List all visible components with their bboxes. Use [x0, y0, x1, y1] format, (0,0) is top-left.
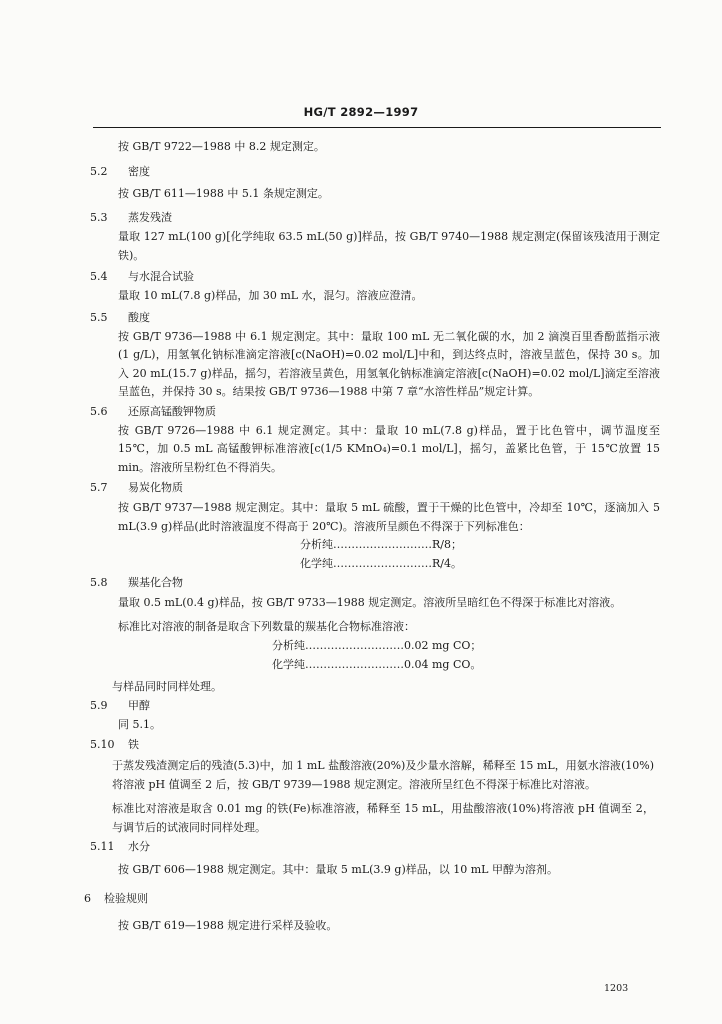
- paragraph: [90, 422, 660, 478]
- section-title: 蒸发残渣: [128, 211, 172, 224]
- section-title: 密度: [128, 164, 150, 178]
- section-title: 铁: [128, 738, 139, 751]
- section-number: 5.4: [90, 270, 108, 283]
- section-number: 5.8: [90, 576, 108, 589]
- section-title: 与水混合试验: [128, 270, 194, 283]
- header-rule: [93, 127, 661, 128]
- section-number: 5.6: [90, 404, 108, 418]
- spec-line: 分析纯………………………R/8；: [300, 538, 462, 551]
- paragraph: [84, 757, 654, 794]
- paragraph: [90, 499, 660, 536]
- spec-line: 化学纯………………………0.04 mg CO。: [272, 657, 482, 671]
- paragraph-text: 按 GB/T 9726—1988 中 6.1 规定测定。其中：量取 10 mL(7.8 g)样品，置于比色管中，调节温度至 15℃，加 0.5 mL 高锰酸钾标准溶液[c(1/5 KMnO₄)=0.1 mol/L]，摇匀，盖紧比色管，于 15℃放置 15 min。溶液所呈粉红色不得消失。: [118, 423, 660, 474]
- section-heading-5-9: [90, 698, 722, 714]
- running-header: HG/T 2892—1997: [303, 105, 419, 119]
- paragraph: 同 5.1。: [118, 717, 161, 731]
- section-title: 水分: [128, 840, 150, 853]
- section-heading-5-4: [90, 269, 722, 285]
- paragraph-text: 量取 0.5 mL(0.4 g)样品，按 GB/T 9733—1988 规定测定。溶液所呈暗红色不得深于标准比对溶液。: [118, 596, 622, 609]
- section-heading-5-11: [90, 839, 722, 855]
- spec-line: 化学纯………………………R/4。: [300, 556, 462, 570]
- section-heading-5-8: [90, 575, 722, 591]
- paragraph: [84, 800, 654, 837]
- paragraph-text: 于蒸发残渣测定后的残渣(5.3)中，加 1 mL 盐酸溶液(20%)及少量水溶解，稀释至 15 mL，用氨水溶液(10%)将溶液 pH 值调至 2 后，按 GB/T 9739—1988 规定测定。溶液所呈红色不得深于标准比对溶液。: [112, 759, 654, 791]
- section-heading-5-6: [90, 404, 722, 420]
- section-number: 5.5: [90, 310, 108, 324]
- paragraph: 按 GB/T 9722—1988 中 8.2 规定测定。: [118, 140, 325, 153]
- section-number: 5.2: [90, 164, 108, 178]
- section-heading-5-3: [90, 210, 722, 226]
- paragraph: [90, 328, 660, 402]
- section-heading-5-5: [90, 310, 722, 326]
- section-heading-5-10: [90, 737, 722, 753]
- paragraph: 按 GB/T 611—1988 中 5.1 条规定测定。: [118, 186, 329, 200]
- chapter-heading-6: [84, 889, 722, 909]
- section-title: 羰基化合物: [128, 576, 183, 589]
- paragraph: 标准比对溶液的制备是取含下列数量的羰基化合物标准溶液：: [118, 619, 415, 633]
- section-title: 易炭化物质: [128, 481, 183, 494]
- section-title: 甲醇: [128, 698, 150, 712]
- paragraph: [90, 594, 660, 613]
- section-number: 5.11: [90, 840, 115, 853]
- page-number: 1203: [604, 983, 629, 994]
- paragraph-text: 按 GB/T 9736—1988 中 6.1 规定测定。其中：量取 100 mL 无二氧化碳的水，加 2 滴溴百里香酚蓝指示液(1 g/L)，用氢氧化钠标准滴定溶液[c(NaOH)=0.02 mol/L]中和，到达终点时，溶液呈蓝色，保持 30 s。加入 20 mL(15.7 g)样品，摇匀，若溶液呈黄色，用氢氧化钠标准滴定溶液[c(NaOH)=0.02 mol/L]滴定至溶液呈蓝色，并保持 30 s。结果按 GB/T 9736—1988 中第 7 章“水溶性样品”规定计算。: [118, 329, 660, 398]
- section-heading-5-2: [90, 164, 722, 180]
- paragraph-text: 量取 127 mL(100 g)[化学纯取 63.5 mL(50 g)]样品，按 GB/T 9740—1988 规定测定(保留该残渣用于测定铁)。: [118, 230, 660, 262]
- paragraph-text: 按 GB/T 9737—1988 规定测定。其中：量取 5 mL 硫酸，置于干燥的比色管中，冷却至 10℃，逐滴加入 5 mL(3.9 g)样品(此时溶液温度不得高于 20℃)。溶液所呈颜色不得深于下列标准色：: [118, 501, 660, 533]
- section-title: 酸度: [128, 310, 150, 324]
- section-number: 5.9: [90, 698, 108, 712]
- paragraph: 按 GB/T 619—1988 规定进行采样及验收。: [118, 918, 338, 932]
- paragraph: 与样品同时同样处理。: [112, 680, 222, 693]
- section-number: 5.3: [90, 211, 108, 224]
- paragraph: [90, 228, 660, 265]
- section-heading-5-7: [90, 480, 722, 496]
- paragraph-text: 标准比对溶液是取含 0.01 mg 的铁(Fe)标准溶液，稀释至 15 mL，用盐酸溶液(10%)将溶液 pH 值调至 2，与调节后的试液同时同样处理。: [112, 802, 654, 834]
- spec-line: 分析纯………………………0.02 mg CO；: [272, 639, 482, 652]
- section-title: 还原高锰酸钾物质: [128, 404, 216, 418]
- section-number: 5.7: [90, 481, 108, 494]
- chapter-number: 6: [84, 891, 91, 905]
- paragraph: 量取 10 mL(7.8 g)样品，加 30 mL 水，混匀。溶液应澄清。: [118, 289, 423, 302]
- section-number: 5.10: [90, 738, 115, 751]
- chapter-title: 检验规则: [104, 891, 148, 905]
- paragraph: 按 GB/T 606—1988 规定测定。其中：量取 5 mL(3.9 g)样品，以 10 mL 甲醇为溶剂。: [118, 863, 558, 876]
- document-body: [0, 138, 722, 935]
